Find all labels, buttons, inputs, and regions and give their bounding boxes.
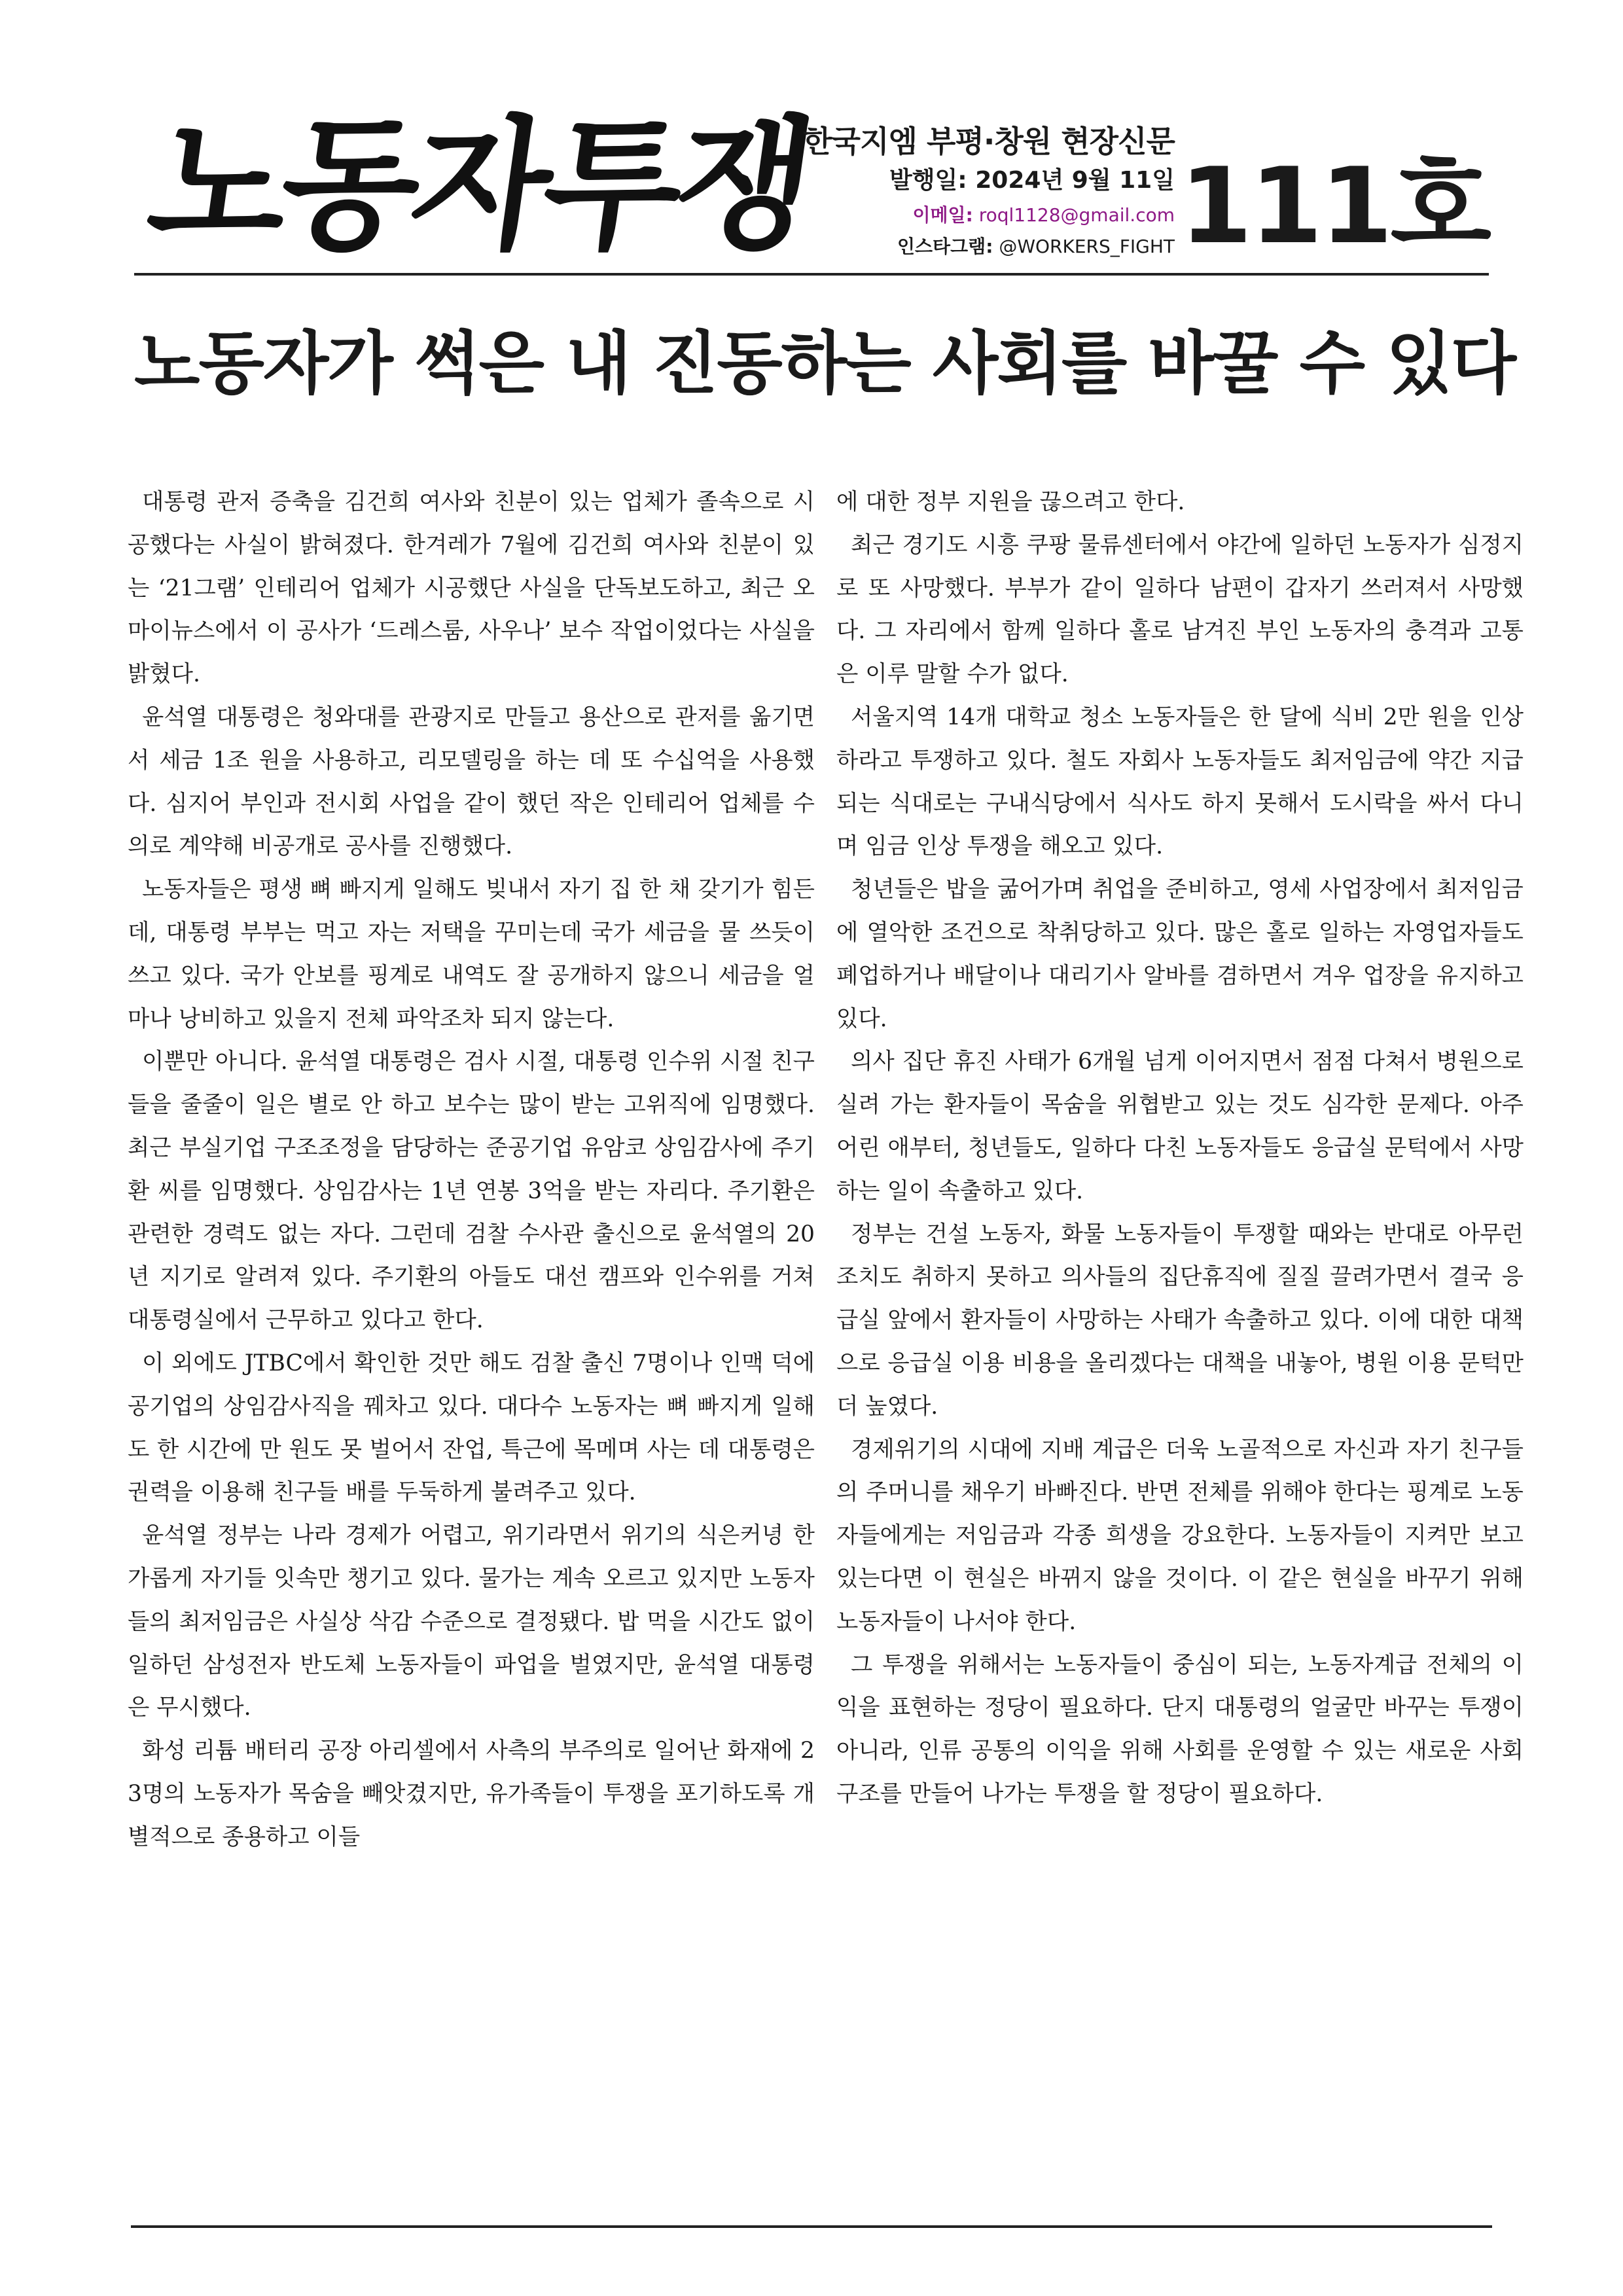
- email-label: 이메일:: [912, 204, 973, 226]
- publication-date: [803, 162, 1175, 200]
- paragraph: 윤석열 정부는 나라 경제가 어렵고, 위기라면서 위기의 식은커녕 한가롭게 자기들 잇속만 챙기고 있다. 물가는 계속 오르고 있지만 노동자들의 최저임금은 사실상 삭감 수준으로 결정됐다. 밥 먹을 시간도 없이 일하던 삼성전자 반도체 노동자들이 파업을 벌였지만, 윤석열 대통령은 무시했다.: [128, 1522, 815, 1721]
- newspaper-logo: 노동자투쟁: [139, 103, 819, 269]
- paragraph: 이뿐만 아니다. 윤석열 대통령은 검사 시절, 대통령 인수위 시절 친구들을 줄줄이 일은 별로 안 하고 보수는 많이 받는 고위직에 임명했다. 최근 부실기업 구조조정을 담당하는 준공기업 유암코 상임감사에 주기환 씨를 임명했다. 상임감사는 1년 연봉 3억을 받는 자리다. 주기환은 관련한 경력도 없는 자다. 그런데 검찰 수사관 출신으로 윤석열의 20년 지기로 알려져 있다. 주기환의 아들도 대선 캠프와 인수위를 거쳐 대통령실에서 근무하고 있다고 한다.: [128, 1049, 815, 1334]
- paragraph: 청년들은 밥을 굶어가며 취업을 준비하고, 영세 사업장에서 최저임금에 열악한 조건으로 착취당하고 있다. 많은 홀로 일하는 자영업자들도 폐업하거나 배달이나 대리기사 알바를 겸하면서 겨우 업장을 유지하고 있다.: [836, 876, 1524, 1032]
- paragraph: 정부는 건설 노동자, 화물 노동자들이 투쟁할 때와는 반대로 아무런 조치도 취하지 못하고 의사들의 집단휴직에 질질 끌려가면서 결국 응급실 앞에서 환자들이 사망하는 사태가 속출하고 있다. 이에 대한 대책으로 응급실 이용 비용을 올리겠다는 대책을 내놓아, 병원 이용 문턱만 더 높였다.: [836, 1221, 1524, 1420]
- paragraph: 이 외에도 JTBC에서 확인한 것만 해도 검찰 출신 7명이나 인맥 덕에 공기업의 상임감사직을 꿰차고 있다. 대다수 노동자는 뼈 빠지게 일해도 한 시간에 만 원도 못 벌어서 잔업, 특근에 목메며 사는 데 대통령은 권력을 이용해 친구들 배를 두둑하게 불려주고 있다.: [128, 1350, 815, 1506]
- issue-number: 111호: [1179, 145, 1489, 267]
- newspaper-subtitle: 한국지엠 부평·창원 현장신문: [803, 124, 1175, 159]
- date-label: 발행일:: [889, 167, 967, 194]
- instagram-label: 인스타그램:: [897, 236, 993, 257]
- date-value: 2024년 9월 11일: [975, 167, 1175, 194]
- email-value: roql1128@gmail.com: [978, 204, 1175, 226]
- left-column: [128, 481, 815, 1859]
- paragraph: 대통령 관저 증축을 김건희 여사와 친분이 있는 업체가 졸속으로 시공했다는 사실이 밝혀졌다. 한겨레가 7월에 김건희 여사와 친분이 있는 ‘21그램’ 인테리어 업체가 시공했단 사실을 단독보도하고, 최근 오마이뉴스에서 이 공사가 ‘드레스룸, 사우나’ 보수 작업이었다는 사실을 밝혔다.: [128, 489, 815, 688]
- paragraph: 의사 집단 휴진 사태가 6개월 넘게 이어지면서 점점 다쳐서 병원으로 실려 가는 환자들이 목숨을 위협받고 있는 것도 심각한 문제다. 아주 어린 애부터, 청년들도, 일하다 다친 노동자들도 응급실 문턱에서 사망하는 일이 속출하고 있다.: [836, 1049, 1524, 1204]
- paragraph: 경제위기의 시대에 지배 계급은 더욱 노골적으로 자신과 자기 친구들의 주머니를 채우기 바빠진다. 반면 전체를 위해야 한다는 핑계로 노동자들에게는 저임금과 각종 희생을 강요한다. 노동자들이 지켜만 보고 있는다면 이 현실은 바뀌지 않을 것이다. 이 같은 현실을 바꾸기 위해 노동자들이 나서야 한다.: [836, 1436, 1524, 1635]
- paragraph: 그 투쟁을 위해서는 노동자들이 중심이 되는, 노동자계급 전체의 이익을 표현하는 정당이 필요하다. 단지 대통령의 얼굴만 바꾸는 투쟁이 아니라, 인류 공통의 이익을 위해 사회를 운영할 수 있는 새로운 사회 구조를 만들어 나가는 투쟁을 할 정당이 필요하다.: [836, 1651, 1524, 1807]
- paragraph-continuation: 에 대한 정부 지원을 끊으려고 한다.: [836, 489, 1185, 515]
- instagram-line: [803, 231, 1175, 262]
- bottom-divider: [131, 2225, 1492, 2228]
- paragraph: 서울지역 14개 대학교 청소 노동자들은 한 달에 식비 2만 원을 인상하라고 투쟁하고 있다. 철도 자회사 노동자들도 최저임금에 약간 지급되는 식대로는 구내식당에서 식사도 하지 못해서 도시락을 싸서 다니며 임금 인상 투쟁을 해오고 있다.: [836, 704, 1524, 860]
- masthead: [131, 98, 1492, 275]
- paragraph: 노동자들은 평생 뼈 빠지게 일해도 빚내서 자기 집 한 채 갖기가 힘든데, 대통령 부부는 먹고 자는 저택을 꾸미는데 국가 세금을 물 쓰듯이 쓰고 있다. 국가 안보를 핑계로 내역도 잘 공개하지 않으니 세금을 얼마나 낭비하고 있을지 전체 파악조차 되지 않는다.: [128, 876, 815, 1032]
- paragraph: 화성 리튬 배터리 공장 아리셀에서 사측의 부주의로 일어난 화재에 23명의 노동자가 목숨을 빼앗겼지만, 유가족들이 투쟁을 포기하도록 개별적으로 종용하고 이들: [128, 1738, 815, 1850]
- instagram-value: @WORKERS_FIGHT: [999, 236, 1175, 257]
- right-column: [836, 481, 1524, 1816]
- paragraph: 윤석열 대통령은 청와대를 관광지로 만들고 용산으로 관저를 옮기면서 세금 1조 원을 사용하고, 리모델링을 하는 데 또 수십억을 사용했다. 심지어 부인과 전시회 사업을 같이 했던 작은 인테리어 업체를 수의로 계약해 비공개로 공사를 진행했다.: [128, 704, 815, 860]
- paragraph: 최근 경기도 시흥 쿠팡 물류센터에서 야간에 일하던 노동자가 심정지로 또 사망했다. 부부가 같이 일하다 남편이 갑자기 쓰러져서 사망했다. 그 자리에서 함께 일하다 홀로 남겨진 부인 노동자의 충격과 고통은 이루 말할 수가 없다.: [836, 531, 1524, 688]
- masthead-meta: [803, 121, 1175, 262]
- email-line: [803, 200, 1175, 231]
- headline: 노동자가 썩은 내 진동하는 사회를 바꿀 수 있다: [134, 323, 1516, 403]
- top-divider: [134, 273, 1489, 276]
